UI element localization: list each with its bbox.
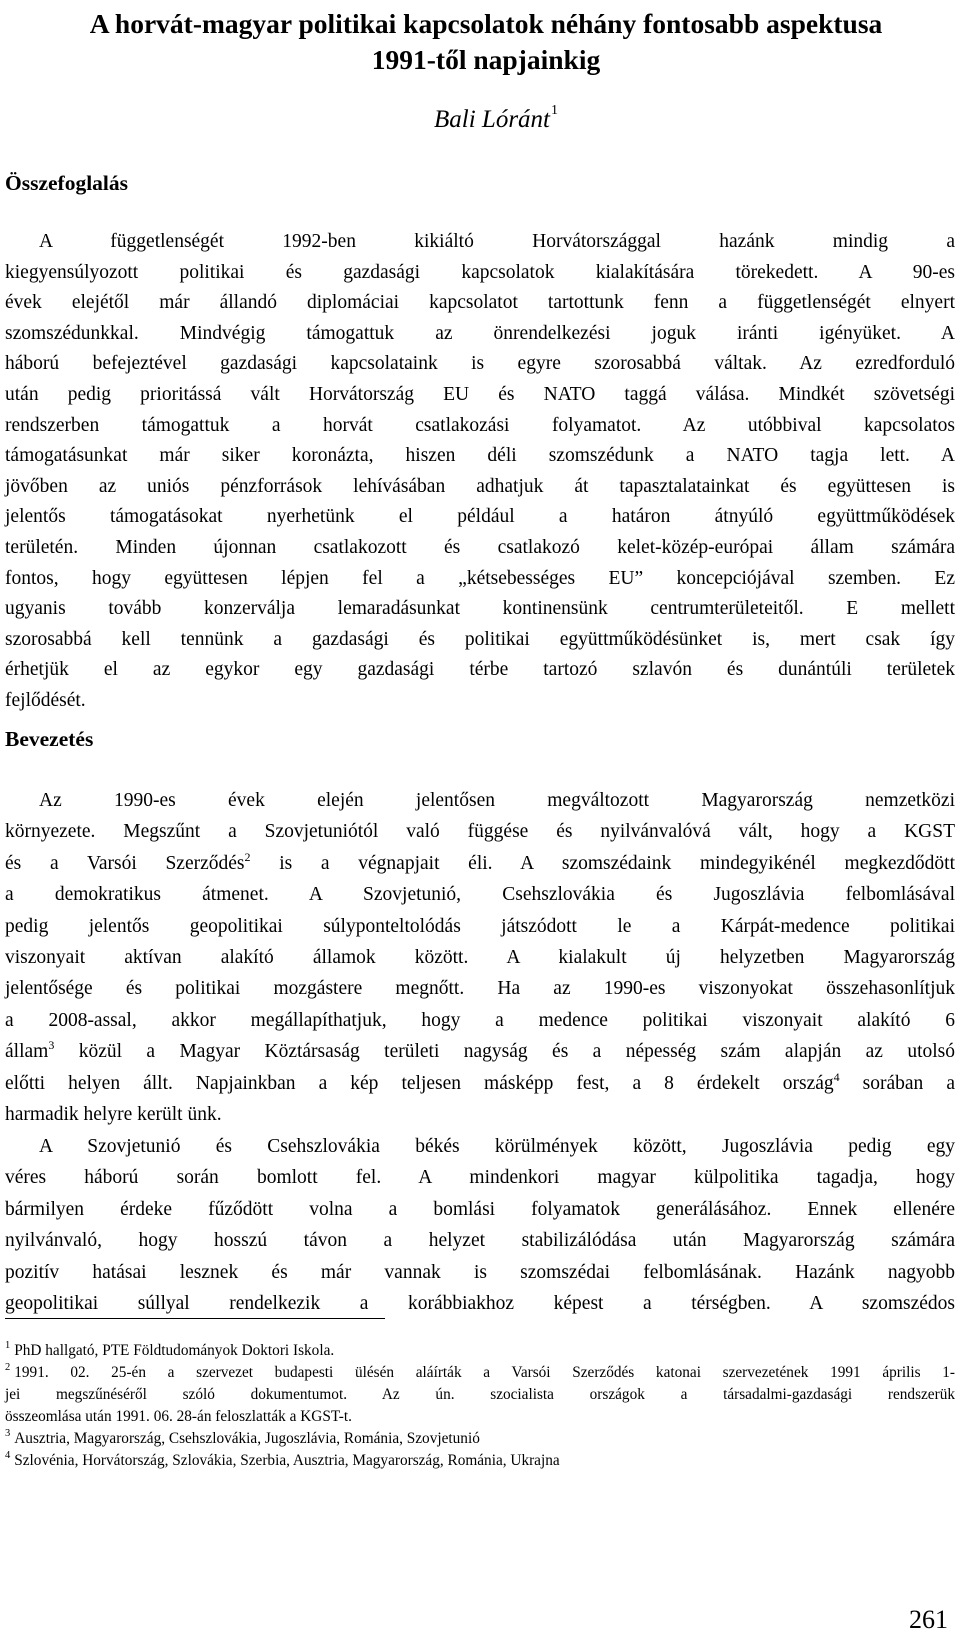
intro-line [5,879,955,910]
footnote [5,1340,955,1362]
intro-line-text: viszonyait aktívan alakító államok között. A kialakult új helyzetben Magyarország [5,947,955,969]
footnote-line [5,1428,955,1450]
intro-line-text: Az 1990-es évek elején jelentősen megváltozott Magyarország nemzetközi [39,790,955,811]
intro-line-text: közül a Magyar Köztársaság területi nagyság és a népesség szám alapján az utolsó [54,1041,955,1063]
abstract-line: fontos, hogy együttesen lépjen fel a „kétsebességes EU” koncepciójával szemben. Ez [5,567,955,589]
footnote-separator [5,1318,385,1319]
abstract-line: után pedig prioritássá vált Horvátország EU és NATO taggá válása. Mindkét szövetségi [5,383,955,405]
abstract-line: kiegyensúlyozott politikai és gazdasági kapcsolatok kialakítására törekedett. A 90-es [5,261,955,283]
footnote-text: 1991. 02. 25-én a szervezet budapesti ülésén aláírták a Varsói Szerződés katonai szervezetének 1991 április 1- [14,1364,955,1381]
abstract-line: szomszédunkkal. Mindvégig támogattuk az önrendelkezési joguk iránti igényüket. A [5,322,955,344]
footnote-text: Szlovénia, Horvátország, Szlovákia, Szerbia, Ausztria, Magyarország, Románia, Ukrajna [14,1452,560,1469]
intro-line [5,1036,955,1067]
footnote-line [5,1340,955,1362]
footnotes [5,1340,955,1472]
abstract-heading: Összefoglalás [5,171,129,195]
intro-line-text: a 2008-assal, akkor megállapíthatjuk, hogy a medence politikai viszonyait alakító 6 [5,1009,955,1031]
intro-line [5,973,955,1004]
footnote-ref: 3 [48,1038,55,1053]
intro-line-text: harmadik helyre került ünk. [5,1104,222,1126]
abstract-line: szorosabbá kell tennünk a gazdasági és politikai együttműködésünket is, mert csak így [5,628,955,650]
footnote [5,1362,955,1428]
footnote [5,1428,955,1450]
intro-line-text: állam [5,1041,49,1063]
footnote-number: 4 [5,1450,11,1461]
footnote-line [5,1406,955,1428]
intro-line-text: és a Varsói Szerződés [5,852,245,874]
author-name-text: Bali Lóránt [434,106,550,133]
intro-line: A Szovjetunió és Csehszlovákia békés körülmények között, Jugoszlávia pedig egy [39,1136,955,1157]
intro-line [5,785,955,816]
footnote-number: 1 [5,1340,11,1351]
footnote-number: 2 [5,1362,11,1373]
intro-line: geopolitikai súllyal rendelkezik a korábbiakhoz képest a térségben. A szomszédos [5,1293,955,1315]
intro-heading: Bevezetés [5,727,94,751]
abstract-line: érhetjük el az egykor egy gazdasági térbe tartozó szlavón és dunántúli területek [5,659,955,681]
abstract-line: A függetlenségét 1992-ben kikiáltó Horvátországgal hazánk mindig a [39,231,955,252]
intro-line: véres háború során bomlott fel. A mindenkori magyar külpolitika tagadja, hogy [5,1167,955,1189]
abstract-line: ugyanis tovább konzerválja lemaradásunkat kontinensünk centrumterületeitől. E mellett [5,598,955,620]
intro-line [5,816,955,847]
intro-line: nyilvánvaló, hogy hosszú távon a helyzet stabilizálódása után Magyarország számára [5,1230,955,1252]
intro-line-text: sorában a [839,1072,955,1094]
title-line-1: A horvát-magyar politikai kapcsolatok néhány fontosabb aspektusa [89,8,883,39]
abstract-line: háború befejeztével gazdasági kapcsolataink is egyre szorosabbá váltak. Az ezredforduló [5,353,955,375]
abstract-paragraph [5,227,955,717]
paper-title [22,6,950,78]
footnote-number: 3 [5,1428,11,1439]
intro-line-text: jelentősége és politikai mozgástere megnőtt. Ha az 1990-es viszonyokat összehasonlítjuk [5,978,955,1000]
author-name [434,103,558,134]
intro-paragraph-2 [5,1131,955,1319]
abstract-line: évek elejétől már állandó diplomáciai kapcsolatot tartottunk fenn a függetlenségét elnyert [5,292,955,314]
abstract-line: területén. Minden újonnan csatlakozott és csatlakozó kelet-közép-európai állam számára [5,536,955,558]
footnote-text: jei megszűnéséről szóló dokumentumot. Az ún. szocialista országok a társadalmi-gazdasági rendszerük [5,1386,955,1403]
intro-line-text: is a végnapjait éli. A szomszédaink mindegyikénél megkezdődött [250,852,955,874]
footnote-ref: 4 [833,1069,840,1084]
intro-line-text: környezete. Megszűnt a Szovjetuniótól való függése és nyilvánvalóvá vált, hogy a KGST [5,821,955,843]
intro-line [5,942,955,973]
intro-line [5,848,955,879]
page-number: 261 [909,1605,948,1634]
intro-line [5,1068,955,1099]
intro-line-text: előtti helyen állt. Napjainkban a kép teljesen másképp fest, a 8 érdekelt ország [5,1072,834,1094]
author-footnote-marker: 1 [551,103,558,118]
footnote-text: PhD hallgató, PTE Földtudományok Doktori Iskola. [14,1342,335,1359]
abstract-line: támogatásunkat már siker koronázta, hiszen déli szomszédunk a NATO tagja lett. A [5,445,955,467]
title-line-2: 1991-től napjainkig [371,44,601,75]
intro-line: pozitív hatásai lesznek és már vannak is szomszédai felbomlásának. Hazánk nagyobb [5,1261,955,1283]
abstract-line: jelentős támogatásokat nyerhetünk el például a határon átnyúló együttműködések [5,506,955,528]
footnote-line [5,1384,955,1406]
footnote [5,1450,955,1472]
intro-line [5,1099,955,1130]
intro-line-text: a demokratikus átmenet. A Szovjetunió, Csehszlovákia és Jugoszlávia felbomlásával [5,884,955,906]
intro-paragraph-1 [5,785,955,1130]
footnote-text: összeomlása után 1991. 06. 28-án feloszlatták a KGST-t. [5,1408,352,1425]
abstract-line: rendszerben támogattuk a horvát csatlakozási folyamatot. Az utóbbival kapcsolatos [5,414,955,436]
intro-line-text: pedig jelentős geopolitikai súlyponteltolódás játszódott le a Kárpát-medence politikai [5,915,955,937]
intro-line [5,911,955,942]
abstract-line: jövőben az uniós pénzforrások lehívásában adhatjuk át tapasztalatainkat és együttesen is [5,475,955,497]
footnote-text: Ausztria, Magyarország, Csehszlovákia, Jugoszlávia, Románia, Szovjetunió [14,1430,480,1447]
intro-line: bármilyen érdeke fűződött volna a bomlási folyamatok generálásához. Ennek ellenére [5,1198,955,1220]
abstract-line: fejlődését. [5,689,86,711]
intro-line [5,1005,955,1036]
footnote-ref: 2 [244,849,251,864]
footnote-line [5,1362,955,1384]
footnote-line [5,1450,955,1472]
